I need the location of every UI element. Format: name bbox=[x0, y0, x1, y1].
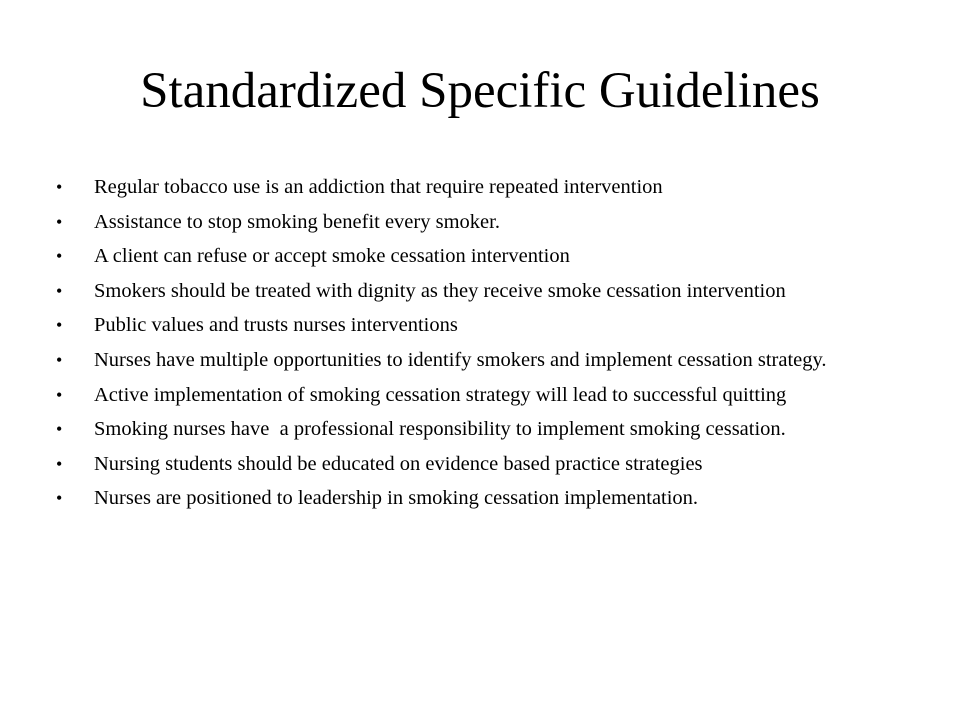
list-item-text: Active implementation of smoking cessation strategy will lead to successful quitting bbox=[94, 383, 787, 406]
list-item-text: Public values and trusts nurses interventions bbox=[94, 314, 458, 337]
list-item bbox=[56, 277, 896, 306]
bullet-icon: • bbox=[56, 315, 63, 336]
list-item bbox=[56, 242, 896, 271]
bullet-icon: • bbox=[56, 453, 63, 474]
bullet-icon: • bbox=[56, 488, 63, 509]
list-item-text: Nurses are positioned to leadership in smoking cessation implementation. bbox=[94, 487, 699, 510]
bullet-icon: • bbox=[56, 419, 63, 440]
list-item bbox=[56, 346, 896, 375]
slide-title: Standardized Specific Guidelines bbox=[140, 63, 820, 119]
list-item bbox=[56, 484, 896, 513]
list-item bbox=[56, 381, 896, 410]
bullet-icon: • bbox=[56, 349, 63, 370]
list-item bbox=[56, 311, 896, 340]
bullet-icon: • bbox=[56, 177, 63, 197]
list-item bbox=[56, 450, 896, 479]
list-item bbox=[56, 415, 896, 444]
list-item bbox=[56, 173, 896, 202]
bullet-icon: • bbox=[56, 246, 63, 267]
bullet-icon: • bbox=[56, 280, 63, 301]
list-item-text: Nurses have multiple opportunities to identify smokers and implement cessation strategy. bbox=[94, 348, 827, 371]
list-item-text: A client can refuse or accept smoke cessation intervention bbox=[94, 245, 570, 268]
bullet-list bbox=[56, 173, 896, 519]
bullet-icon: • bbox=[56, 211, 63, 232]
list-item-text: Nursing students should be educated on evidence based practice strategies bbox=[94, 452, 703, 475]
list-item-text: Assistance to stop smoking benefit every smoker. bbox=[94, 210, 500, 233]
list-item-text: Regular tobacco use is an addiction that require repeated intervention bbox=[94, 176, 663, 198]
bullet-icon: • bbox=[56, 384, 63, 405]
list-item bbox=[56, 208, 896, 237]
list-item-text: Smokers should be treated with dignity as they receive smoke cessation intervention bbox=[94, 279, 786, 302]
list-item-text: Smoking nurses have a professional responsibility to implement smoking cessation. bbox=[94, 418, 786, 441]
